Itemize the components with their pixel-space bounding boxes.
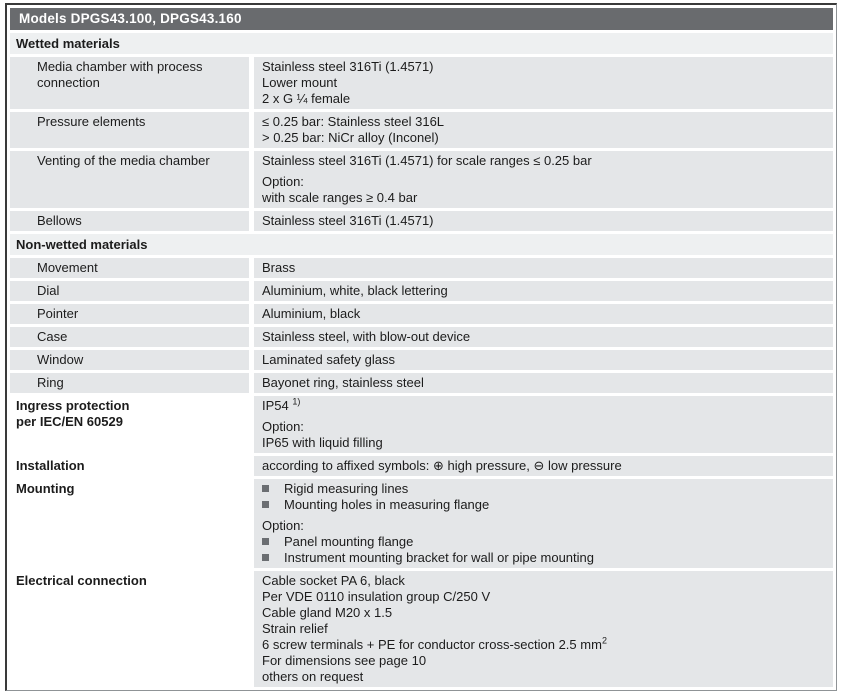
- spec-value: [254, 57, 833, 109]
- spec-value-line: Option:: [262, 174, 304, 189]
- spec-value-line: Stainless steel 316Ti (1.4571): [262, 59, 434, 74]
- spec-row: [10, 327, 833, 347]
- spec-row: [10, 211, 833, 231]
- spec-value: [254, 327, 833, 347]
- spec-row: [10, 396, 833, 453]
- spec-value-line: Aluminium, black: [262, 306, 361, 321]
- spec-value-line: Stainless steel 316Ti (1.4571) for scale ranges ≤ 0.25 bar: [262, 153, 592, 168]
- spec-value-line: ≤ 0.25 bar: Stainless steel 316L: [262, 114, 445, 129]
- spec-label: Window: [10, 350, 249, 370]
- spec-value-line: Mounting holes in measuring flange: [262, 497, 825, 513]
- spec-value: [254, 373, 833, 393]
- bullet-square-icon: [262, 501, 269, 508]
- spec-label: Media chamber with process connection: [10, 57, 249, 109]
- spec-value-line: Option:: [262, 518, 304, 533]
- spec-label: Venting of the media chamber: [10, 151, 249, 208]
- spec-value: [254, 151, 833, 208]
- spec-label: Bellows: [10, 211, 249, 231]
- spec-row: [10, 456, 833, 476]
- spec-value: [254, 571, 833, 687]
- spec-label: Pressure elements: [10, 112, 249, 148]
- spec-value-line: 2 x G ¼ female: [262, 91, 351, 106]
- spec-row: [10, 258, 833, 278]
- spec-value: [254, 281, 833, 301]
- bullet-square-icon: [262, 485, 269, 492]
- spec-row: [10, 112, 833, 148]
- spec-value-line: Rigid measuring lines: [262, 481, 825, 497]
- datasheet-spec-table: [5, 3, 837, 691]
- spec-value-line: Option:: [262, 419, 304, 434]
- spec-label: Electrical connection: [16, 573, 147, 588]
- spec-row: [10, 571, 833, 687]
- table-body: [10, 33, 833, 687]
- table-title: Models DPGS43.100, DPGS43.160: [19, 11, 242, 26]
- spec-value-line: > 0.25 bar: NiCr alloy (Inconel): [262, 130, 439, 145]
- spec-value-line: Stainless steel, with blow-out device: [262, 329, 471, 344]
- spec-label: Movement: [10, 258, 249, 278]
- spec-row: [10, 350, 833, 370]
- spec-value-line: Panel mounting flange: [262, 534, 825, 550]
- spec-value: [254, 456, 833, 476]
- spec-value: [254, 258, 833, 278]
- spec-value-line: others on request: [262, 669, 364, 684]
- spec-value: [254, 396, 833, 453]
- spec-row: [10, 151, 833, 208]
- spec-value: [254, 479, 833, 568]
- table-title-bar: [10, 8, 833, 30]
- spec-label: Case: [10, 327, 249, 347]
- spec-label: Ingress protection per IEC/EN 60529: [16, 398, 130, 429]
- spec-row: [10, 304, 833, 324]
- spec-row: [10, 373, 833, 393]
- spec-value: [254, 304, 833, 324]
- spec-label: Ring: [10, 373, 249, 393]
- bullet-square-icon: [262, 538, 269, 545]
- superscript-note: 1): [292, 396, 301, 407]
- spec-value: [254, 211, 833, 231]
- bullet-square-icon: [262, 554, 269, 561]
- spec-value-line: Lower mount: [262, 75, 338, 90]
- spec-label: Pointer: [10, 304, 249, 324]
- spec-row: [10, 57, 833, 109]
- spec-value-line: Aluminium, white, black lettering: [262, 283, 448, 298]
- spec-value: [254, 350, 833, 370]
- spec-value-line: Stainless steel 316Ti (1.4571): [262, 213, 434, 228]
- superscript-note: 2: [601, 635, 607, 646]
- spec-label: Installation: [16, 458, 85, 473]
- spec-value-line: with scale ranges ≥ 0.4 bar: [262, 190, 418, 205]
- spec-value-line: Brass: [262, 260, 296, 275]
- spec-value-line: Strain relief: [262, 621, 328, 636]
- spec-value-line: Bayonet ring, stainless steel: [262, 375, 424, 390]
- spec-row: [10, 479, 833, 568]
- spec-value: [254, 112, 833, 148]
- section-title: Non-wetted materials: [10, 234, 833, 255]
- spec-value-line: 6 screw terminals + PE for conductor cross-section 2.5 $mm^2$: [262, 635, 607, 652]
- spec-value-line: Laminated safety glass: [262, 352, 395, 367]
- spec-value-line: Per VDE 0110 insulation group C/250 V: [262, 589, 491, 604]
- section-header-row: [10, 33, 833, 54]
- spec-value-line: IP65 with liquid filling: [262, 435, 383, 450]
- spec-value-line: IP54 $^{1)}$: [262, 396, 301, 413]
- spec-label: Mounting: [16, 481, 75, 496]
- spec-value-line: Instrument mounting bracket for wall or pipe mounting: [262, 550, 825, 566]
- section-title: Wetted materials: [10, 33, 833, 54]
- spec-value-line: Cable gland M20 x 1.5: [262, 605, 393, 620]
- spec-value-line: Cable socket PA 6, black: [262, 573, 405, 588]
- spec-label: Dial: [10, 281, 249, 301]
- spec-row: [10, 281, 833, 301]
- spec-value-line: according to affixed symbols: ⊕ high pressure, ⊖ low pressure: [262, 458, 622, 473]
- spec-value-line: For dimensions see page 10: [262, 653, 427, 668]
- section-header-row: [10, 234, 833, 255]
